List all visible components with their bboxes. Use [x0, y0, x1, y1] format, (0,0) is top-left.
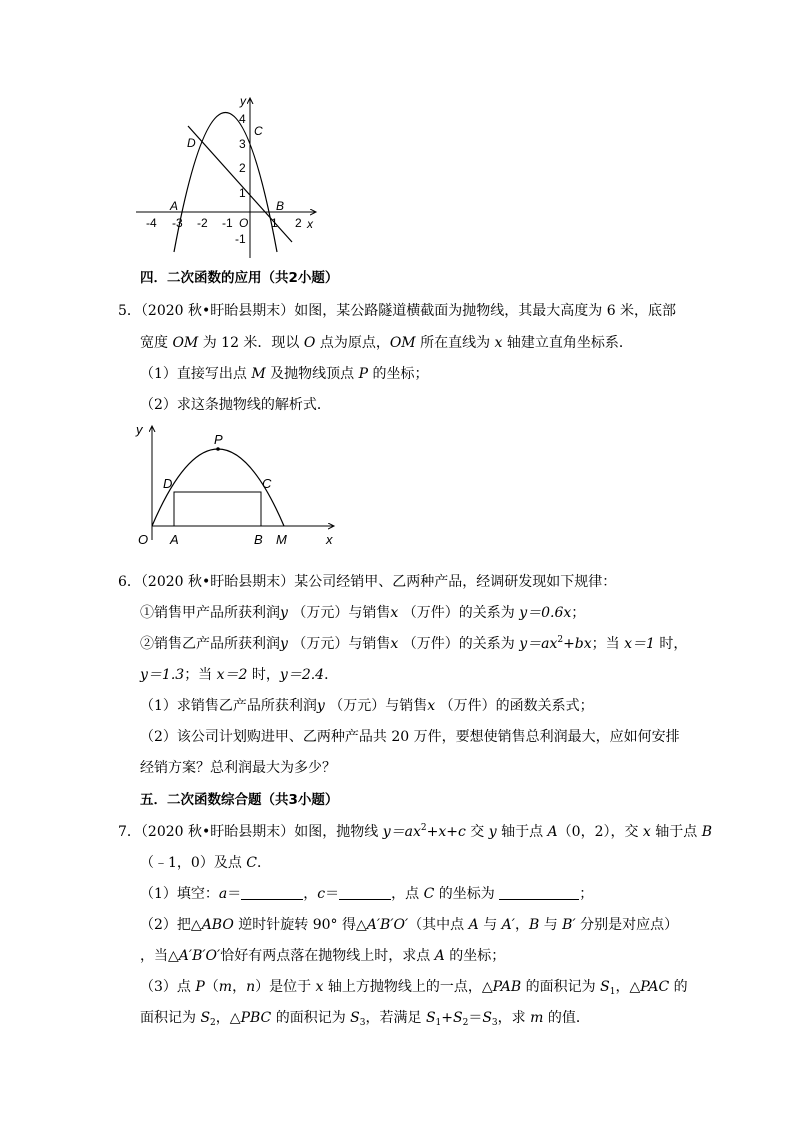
text: PAB	[492, 979, 522, 995]
text: P	[195, 979, 205, 995]
text: A	[434, 948, 445, 964]
text: ，若满足	[365, 1010, 426, 1026]
text: A	[547, 824, 558, 840]
text: 的值．	[543, 1010, 590, 1026]
origin-label: O	[239, 216, 249, 230]
q6-part-1	[140, 696, 594, 716]
subscript: 3	[359, 1018, 366, 1028]
formula: y＝1.3	[140, 667, 185, 683]
answer-blank-point-c[interactable]	[499, 885, 579, 900]
label-b: B	[254, 532, 263, 547]
text: 为 12 米．现以	[198, 335, 304, 351]
text: ，当△	[140, 948, 179, 964]
text: ．	[324, 667, 339, 683]
section-heading-5	[140, 790, 338, 810]
x-tick: -1	[222, 216, 233, 230]
q7-part-2	[140, 915, 678, 935]
text: ，求	[497, 1010, 531, 1026]
exponent: 2	[557, 635, 564, 645]
q5-line-2	[140, 333, 633, 353]
figure-tunnel-parabola	[130, 420, 345, 555]
text: ABO	[201, 917, 234, 933]
text: OM	[172, 335, 199, 351]
answer-blank-a[interactable]	[241, 885, 303, 900]
text: 轴建立直角坐标系．	[502, 335, 633, 351]
formula: y＝ax	[382, 824, 421, 840]
text: ．	[256, 855, 271, 871]
section-heading-4	[140, 268, 338, 288]
text: 的面积记为	[271, 1010, 351, 1026]
subscript: 2	[210, 1018, 216, 1028]
text: B	[528, 917, 540, 933]
subscript: 1	[435, 1018, 442, 1028]
text: 面积记为	[140, 1010, 201, 1026]
text: 的面积记为	[521, 979, 601, 995]
text: （1）求销售乙产品所获利润	[140, 698, 317, 714]
text: x	[494, 335, 503, 351]
text: ，点	[391, 886, 424, 902]
text: x	[390, 605, 399, 621]
text: A′B′O′	[366, 917, 409, 933]
section-unit: 小题）	[297, 792, 339, 808]
text: （0，2），交	[557, 824, 643, 840]
point-label-d: D	[187, 136, 196, 150]
q5-part-1	[140, 364, 428, 384]
y-tick: 4	[239, 112, 246, 126]
text: （万元）与销售	[324, 698, 428, 714]
text: x	[642, 824, 651, 840]
text: （1）填空：	[140, 886, 219, 902]
text: +	[441, 1010, 453, 1026]
x-tick: 1	[271, 216, 278, 230]
text: ①销售甲产品所获利润	[140, 605, 280, 621]
text: ；当	[184, 667, 217, 683]
text: y	[280, 636, 288, 652]
text: 及抛物线顶点	[265, 366, 359, 382]
text: （﹣1，0）及点	[140, 855, 247, 871]
text: m	[218, 979, 233, 995]
x-tick: 2	[295, 216, 302, 230]
q5-part-2: （2）求这条抛物线的解析式．	[140, 397, 331, 413]
text: 轴于点	[496, 824, 548, 840]
q7-part-3-cont	[140, 1008, 590, 1028]
axis-x-label: x	[326, 532, 333, 547]
text: ，	[232, 979, 247, 995]
text: （其中点	[408, 917, 469, 933]
label-d: D	[163, 476, 173, 491]
text: A′B′O′	[178, 948, 221, 964]
text: ＝	[325, 886, 340, 902]
text: 交	[465, 824, 489, 840]
axis-y-label: y	[240, 94, 246, 108]
text: S	[425, 1010, 436, 1026]
q7-line-2	[140, 853, 271, 873]
text: a	[218, 886, 228, 902]
point-label-b: B	[276, 199, 285, 213]
text: C	[423, 886, 435, 902]
text: S	[200, 1010, 211, 1026]
text: 点为原点，	[315, 335, 390, 351]
y-tick: 1	[239, 186, 246, 200]
text: （1）直接写出点	[140, 366, 252, 382]
section-count: 3	[288, 792, 298, 808]
formula: x＝1	[624, 636, 655, 652]
text: （万元）与销售	[287, 636, 391, 652]
figure-parabola-and-line	[130, 92, 330, 262]
text: m	[530, 1010, 544, 1026]
text: （3）点	[140, 979, 196, 995]
q6-rule-2-cont	[140, 665, 338, 685]
text: x	[390, 636, 399, 652]
exponent: 2	[420, 823, 427, 833]
text: ＝	[227, 886, 242, 902]
text: OM	[389, 335, 416, 351]
q6-part-2-cont: 经销方案？总利润最大为多少？	[140, 760, 336, 776]
q6-rule-1	[140, 603, 585, 623]
text: S	[600, 979, 610, 995]
subscript: 2	[462, 1018, 469, 1028]
answer-blank-c[interactable]	[339, 885, 391, 900]
text: ；	[571, 605, 586, 621]
text: 的坐标；	[444, 948, 506, 964]
text: c	[317, 886, 326, 902]
formula: y＝0.6x	[519, 605, 572, 621]
text: C	[246, 855, 257, 871]
text: ，	[303, 886, 318, 902]
section-title: 五．二次函数综合题（共	[140, 792, 289, 808]
x-tick: -4	[146, 216, 157, 230]
text: （	[204, 979, 219, 995]
section-title: 四．二次函数的应用（共	[140, 270, 289, 286]
text: 7．（2020 秋•盱眙县期末）如图，抛物线	[118, 824, 383, 840]
text: （万件）的关系为	[398, 636, 520, 652]
text: 轴于点	[650, 824, 702, 840]
text: 轴上方抛物线上的一点，△	[323, 979, 493, 995]
text: A′	[501, 917, 515, 933]
text: A	[468, 917, 479, 933]
text: 宽度	[140, 335, 173, 351]
text: ，△	[215, 1010, 241, 1026]
text: S	[453, 1010, 463, 1026]
text: 的坐标为	[434, 886, 500, 902]
text: x	[315, 979, 324, 995]
formula: y＝ax	[519, 636, 558, 652]
text: 时，	[247, 667, 280, 683]
text: 分别是对应点）	[575, 917, 679, 933]
text: ②销售乙产品所获利润	[140, 636, 280, 652]
text: （万件）的关系为	[398, 605, 520, 621]
rectangle-abcd	[174, 492, 261, 526]
label-a: A	[170, 532, 179, 547]
text: ，	[514, 917, 529, 933]
text: 时，	[654, 636, 688, 652]
y-tick: 3	[239, 137, 246, 151]
section-count: 2	[288, 270, 298, 286]
text: B′	[562, 917, 576, 933]
formula: +bx	[563, 636, 592, 652]
text: （万件）的函数关系式；	[435, 698, 594, 714]
text: y	[488, 824, 497, 840]
y-tick: -1	[235, 232, 246, 246]
x-tick: -3	[172, 216, 183, 230]
subscript: 1	[609, 987, 616, 997]
text: 恰好有两点落在抛物线上时，求点	[220, 948, 435, 964]
text: PBC	[240, 1010, 272, 1026]
text: M	[251, 366, 266, 382]
q6-part-2: （2）该公司计划购进甲、乙两种产品共 20 万件，要想使销售总利润最大，应如何安排	[140, 729, 680, 745]
q6-rule-2	[140, 634, 687, 654]
q5-line-1: 5．（2020 秋•盱眙县期末）如图，某公路隧道横截面为抛物线，其最大高度为 6 米，底部	[118, 303, 677, 319]
section-unit: 小题）	[297, 270, 339, 286]
formula: y＝2.4	[279, 667, 325, 683]
text: P	[358, 366, 369, 382]
text: ，△	[615, 979, 641, 995]
text: 所在直线为	[415, 335, 495, 351]
q7-part-2-cont	[140, 946, 505, 966]
formula: +x+c	[426, 824, 466, 840]
q6-line-1: 6．（2020 秋•盱眙县期末）某公司经销甲、乙两种产品，经调研发现如下规律：	[118, 574, 617, 590]
vertex-point-p	[216, 447, 220, 451]
text: 的	[669, 979, 688, 995]
text: S	[482, 1010, 492, 1026]
text: S	[350, 1010, 360, 1026]
q7-part-3	[140, 977, 688, 997]
label-p: P	[214, 432, 223, 447]
point-label-a: A	[170, 199, 179, 213]
q7-part-1	[140, 884, 593, 904]
text: B	[701, 824, 713, 840]
text: （万元）与销售	[287, 605, 391, 621]
text: ；当	[591, 636, 625, 652]
axis-x-label: x	[307, 217, 313, 231]
text: 的坐标；	[368, 366, 429, 382]
text: （2）把△	[140, 917, 202, 933]
text: PAC	[640, 979, 670, 995]
q7-line-1	[118, 822, 712, 842]
text: y	[316, 698, 325, 714]
text: y	[280, 605, 288, 621]
text: 与	[478, 917, 502, 933]
label-m: M	[276, 532, 287, 547]
x-tick: -2	[197, 216, 208, 230]
text: O	[303, 335, 316, 351]
label-o: O	[138, 532, 149, 547]
text: ；	[579, 886, 594, 902]
point-label-c: C	[254, 124, 263, 138]
label-c: C	[262, 476, 272, 491]
text: x	[427, 698, 436, 714]
text: ）是位于	[255, 979, 316, 995]
y-tick: 2	[239, 161, 246, 175]
text: ＝	[468, 1010, 483, 1026]
axis-y-label: y	[136, 422, 143, 437]
text: 逆时针旋转 90° 得△	[233, 917, 367, 933]
formula: x＝2	[216, 667, 248, 683]
text: 与	[539, 917, 563, 933]
subscript: 3	[491, 1018, 498, 1028]
text: n	[246, 979, 256, 995]
